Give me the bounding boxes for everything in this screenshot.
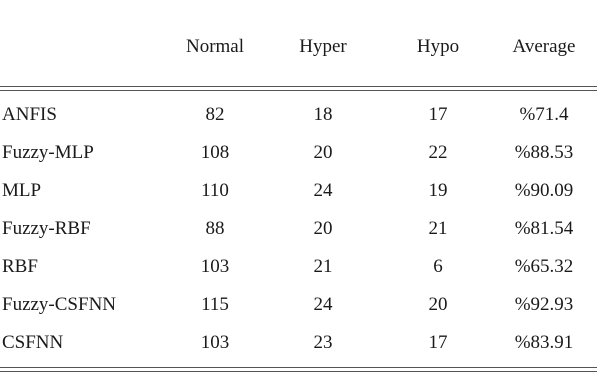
normal-value: 103	[200, 332, 230, 353]
hypo-value: 21	[428, 218, 448, 239]
table-row	[0, 212, 597, 250]
average-value: %81.54	[514, 218, 574, 239]
table-row	[0, 174, 597, 212]
header-average: Average	[512, 36, 576, 57]
hypo-value: 19	[428, 180, 448, 201]
footer-divider	[0, 367, 597, 372]
table-body	[0, 98, 597, 364]
hyper-value: 21	[313, 256, 333, 277]
normal-value: 88	[205, 218, 225, 239]
header-normal: Normal	[185, 36, 245, 57]
hypo-value: 17	[428, 104, 448, 125]
table-header	[0, 0, 597, 92]
hyper-value: 18	[313, 104, 333, 125]
normal-value: 103	[200, 256, 230, 277]
average-value: %92.93	[514, 294, 574, 315]
hyper-value: 24	[313, 180, 333, 201]
header-hypo: Hypo	[416, 36, 460, 57]
header-hyper: Hyper	[299, 36, 347, 57]
method-name: RBF	[2, 256, 38, 277]
hypo-value: 20	[428, 294, 448, 315]
hypo-value: 6	[433, 256, 443, 277]
hypo-value: 17	[428, 332, 448, 353]
method-name: MLP	[2, 180, 42, 201]
table-row	[0, 136, 597, 174]
average-value: %71.4	[519, 104, 569, 125]
normal-value: 110	[201, 180, 229, 201]
method-name: ANFIS	[2, 104, 57, 125]
table-row	[0, 250, 597, 288]
table-row	[0, 326, 597, 364]
header-divider	[0, 86, 597, 91]
hyper-value: 20	[313, 218, 333, 239]
method-name: Fuzzy-CSFNN	[2, 294, 117, 315]
average-value: %90.09	[514, 180, 574, 201]
hyper-value: 24	[313, 294, 333, 315]
average-value: %65.32	[514, 256, 574, 277]
method-name: CSFNN	[2, 332, 64, 353]
table-row	[0, 98, 597, 136]
normal-value: 82	[205, 104, 225, 125]
hyper-value: 20	[313, 142, 333, 163]
hypo-value: 22	[428, 142, 448, 163]
method-name: Fuzzy-RBF	[2, 218, 91, 239]
table-row	[0, 288, 597, 326]
normal-value: 108	[200, 142, 230, 163]
average-value: %88.53	[514, 142, 574, 163]
average-value: %83.91	[514, 332, 574, 353]
hyper-value: 23	[313, 332, 333, 353]
normal-value: 115	[201, 294, 229, 315]
method-name: Fuzzy-MLP	[2, 142, 94, 163]
